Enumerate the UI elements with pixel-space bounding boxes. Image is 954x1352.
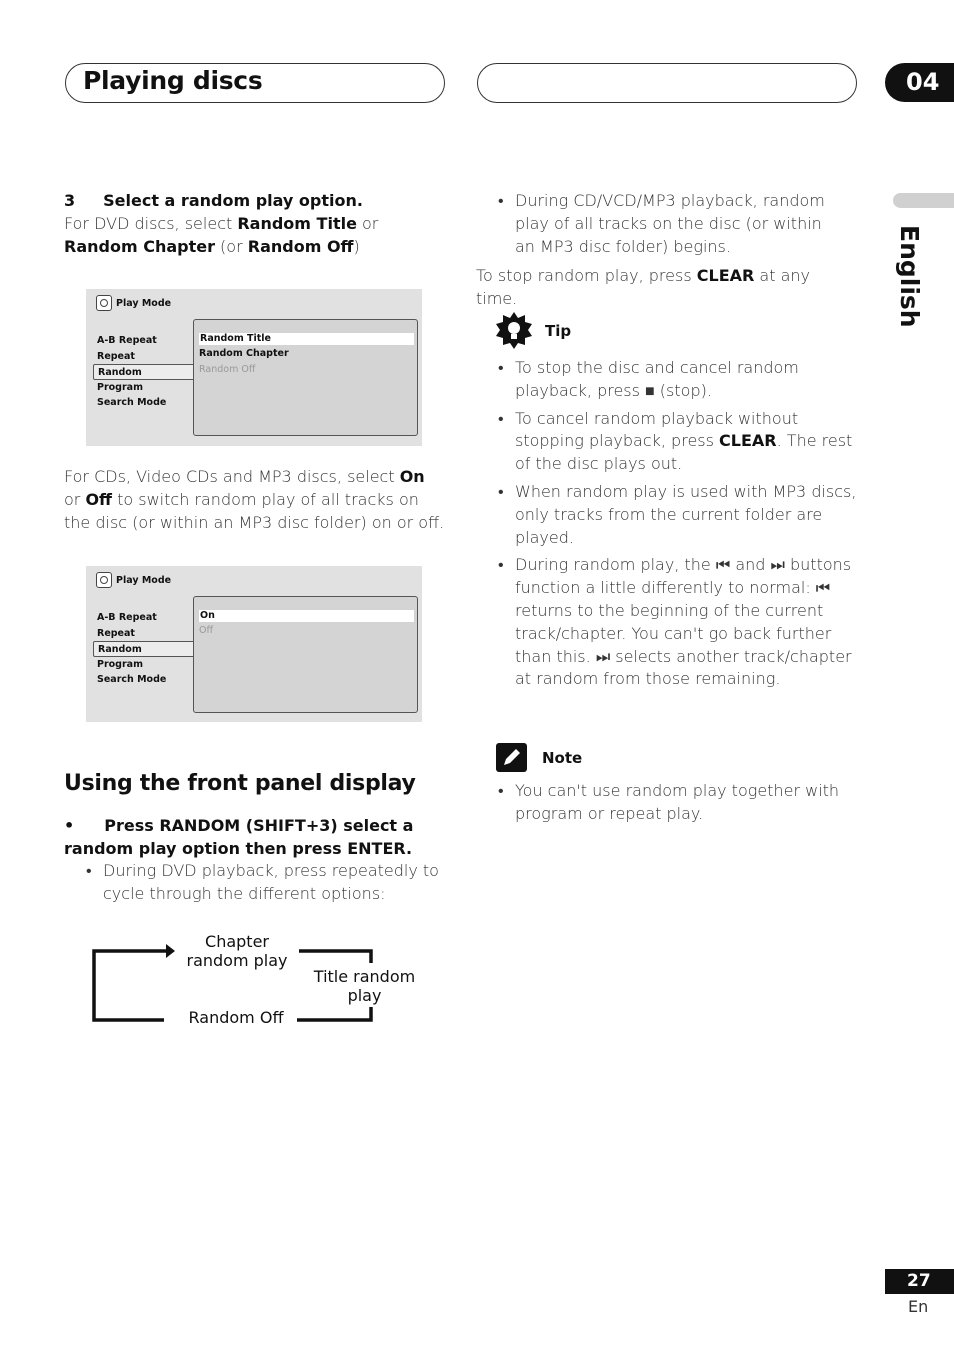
stop-paragraph xyxy=(476,265,856,311)
osd-screen-cd xyxy=(86,566,422,722)
menu-item-selected: Random xyxy=(93,641,195,657)
list-item: • During DVD playback, press repeatedly to cycle through the different options: xyxy=(84,860,444,906)
osd-screen-dvd xyxy=(86,289,422,446)
menu-item: Repeat xyxy=(97,350,135,362)
tip-list xyxy=(496,357,858,696)
option-off: Off xyxy=(85,489,113,509)
cycle-bracket-bottom xyxy=(297,1007,371,1020)
cycle-bracket-top xyxy=(299,951,371,963)
diagram-title-label: Title random play xyxy=(313,967,416,1005)
option-random-chapter: Random Chapter xyxy=(64,236,215,256)
step-heading-text: Select a random play option. xyxy=(103,191,363,210)
menu-item: Program xyxy=(97,381,143,393)
osd-header xyxy=(96,572,171,588)
text-span: . The rest of the disc plays out. xyxy=(515,431,853,474)
right-bullet-list xyxy=(496,190,846,263)
menu-item: Program xyxy=(97,658,143,670)
osd-options-panel xyxy=(193,596,418,713)
tip-icon-bulb xyxy=(508,322,520,334)
osd-options-panel xyxy=(193,319,418,436)
option-random-title: Random Title xyxy=(237,213,357,233)
option-highlighted: Random Title xyxy=(199,333,414,345)
menu-item: A-B Repeat xyxy=(97,335,157,346)
chapter-number-tab: 04 xyxy=(885,63,954,102)
tip-label: Tip xyxy=(545,322,572,340)
menu-item-selected: Random xyxy=(93,364,195,380)
list-item: • When random play is used with MP3 discs, only tracks from the current folder are played. xyxy=(496,481,858,549)
menu-item: Search Mode xyxy=(97,397,167,408)
language-tab-bar xyxy=(893,193,954,208)
text-span: or xyxy=(64,489,86,509)
option-random-off: Random Off xyxy=(247,236,354,256)
menu-item: Repeat xyxy=(97,627,135,639)
cd-paragraph xyxy=(64,466,449,534)
osd-title: Play Mode xyxy=(116,574,172,586)
note-list xyxy=(496,780,846,831)
text-span: ) xyxy=(353,236,360,256)
tip-icon-base xyxy=(511,334,517,339)
list-item: • To stop the disc and cancel random playback, press ■ (stop). xyxy=(496,357,858,403)
list-item: • You can't use random play together with program or repeat play. xyxy=(496,780,846,826)
option-item: Random Chapter xyxy=(199,348,289,359)
text-span: To cancel random playback without stopping playback, press xyxy=(515,408,799,451)
osd-header xyxy=(96,295,171,311)
chapter-title: Playing discs xyxy=(83,66,263,95)
disc-icon xyxy=(96,572,112,588)
note-icon xyxy=(496,743,527,772)
option-item-dim: Off xyxy=(199,625,214,636)
note-label: Note xyxy=(542,749,583,767)
list-item xyxy=(496,408,858,476)
osd-menu xyxy=(93,333,195,411)
page-number: 27 xyxy=(885,1269,954,1294)
tip-icon xyxy=(495,312,533,350)
step-3-heading xyxy=(64,190,449,213)
text-span: at any time. xyxy=(476,266,810,308)
page-language: En xyxy=(908,1297,929,1316)
menu-item: Search Mode xyxy=(97,674,167,685)
text-span: (or xyxy=(214,236,248,256)
option-item-dim: Random Off xyxy=(199,364,256,375)
list-item: • During random play, the ⏮ and ⏭ buttons function a little differently to normal: ⏮ returns to the beginning of the current track/chapter. You can't go back further than this. ⏭ selects another track/chapter at random from those remaining. xyxy=(496,554,858,691)
instruction-text: Press RANDOM (SHIFT+3) select a random play option then press ENTER. xyxy=(64,816,414,858)
osd-menu xyxy=(93,610,195,688)
list-item: • During CD/VCD/MP3 playback, random play of all tracks on the disc (or within an MP3 disc folder) begins. xyxy=(496,190,846,258)
front-panel-sublist xyxy=(84,860,444,911)
text-span: or xyxy=(356,213,379,233)
diagram-chapter-label: Chapter random play xyxy=(186,932,288,970)
step-number: 3 xyxy=(64,191,76,210)
section-title: Using the front panel display xyxy=(64,771,416,796)
header-blank-frame xyxy=(477,63,857,103)
front-panel-instruction xyxy=(64,815,424,861)
key-clear: CLEAR xyxy=(719,431,777,451)
text-span: For CDs, Video CDs and MP3 discs, select xyxy=(64,467,400,486)
step-3 xyxy=(64,190,449,258)
option-on: On xyxy=(399,467,425,486)
menu-item: A-B Repeat xyxy=(97,612,157,623)
option-highlighted: On xyxy=(199,610,414,622)
disc-icon xyxy=(96,295,112,311)
text-span: to switch random play of all tracks on the disc (or within an MP3 disc folder) on or off. xyxy=(64,489,445,532)
arrow-head xyxy=(166,944,175,958)
language-tab: English xyxy=(895,225,924,328)
step-3-text xyxy=(64,213,449,259)
diagram-off-label: Random Off xyxy=(188,1008,284,1027)
cycle-arrow-left xyxy=(94,951,168,1020)
key-clear: CLEAR xyxy=(696,266,755,285)
text-span: To stop random play, press xyxy=(476,266,697,285)
bullet: • xyxy=(64,816,75,835)
osd-title: Play Mode xyxy=(116,297,172,309)
text-span: For DVD discs, select xyxy=(64,213,238,233)
